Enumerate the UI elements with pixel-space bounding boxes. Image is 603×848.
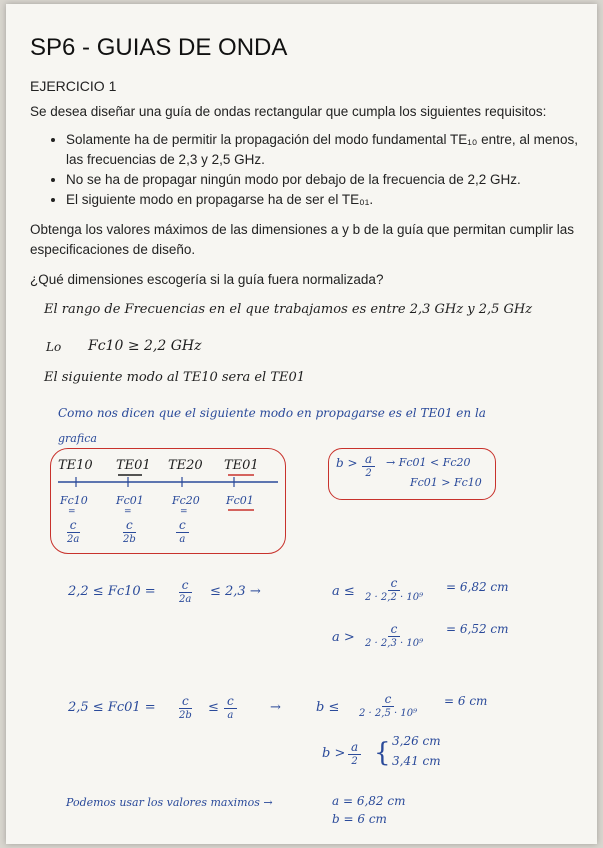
eq3-res-num: c [382,692,395,707]
final-b: b = 6 cm [332,812,387,826]
table-fc-4: Fc01 [226,494,254,507]
task-paragraph: Obtenga los valores máximos de las dimensiones a y b de la guía que permitan cumplir las especificaciones de diseño. [30,222,575,257]
eq3-left: 2,5 ≤ Fc01 = [68,700,156,715]
note-line-1: El rango de Frecuencias en el que trabajamos es entre 2,3 GHz y 2,5 GHz [44,302,533,317]
note-line-4b: grafica [58,432,97,445]
eq4-brace: { [374,738,391,768]
eq3-fnum2: c [224,694,237,709]
condition-den: 2 [365,468,372,479]
note-line-4a: Como nos dicen que el siguiente modo en propagarse es el TE01 en la [58,406,486,420]
question-paragraph: ¿Qué dimensiones escogería si la guía fuera normalizada? [30,272,384,287]
eq2-res-den: 2 · 2,3 · 10⁹ [365,638,424,649]
final-text: Podemos usar los valores maximos → [66,796,273,809]
table-fc-2: Fc01 [116,494,144,507]
table-den-2: 2b [123,534,136,545]
page-title: SP6 - GUIAS DE ONDA [30,34,288,61]
table-num-3: c [176,518,189,533]
table-den-3: a [179,534,186,545]
final-a: a = 6,82 cm [332,794,406,808]
eq1-fden: 2a [179,594,192,605]
table-frac-1 [64,518,82,547]
condition-r2: Fc01 > Fc10 [410,476,482,489]
table-mode-2: TE01 [116,458,151,473]
eq2-res-num: c [388,622,401,637]
eq4-lhs: b > [322,746,346,761]
table-fc-1: Fc10 [60,494,88,507]
table-num-1: c [67,518,80,533]
table-eq-2: = [124,507,132,517]
paper-sheet [6,4,597,844]
eq4-num: a [348,740,361,755]
note-line-2-prefix: Lo [46,340,62,354]
eq1-right: ≤ 2,3 → [210,584,261,599]
intro-paragraph: Se desea diseñar una guía de ondas rectangular que cumpla los siguientes requisitos: [30,104,547,119]
eq4-v2: 3,41 cm [392,754,441,768]
note-line-3: El siguiente modo al TE10 sera el TE01 [44,370,306,385]
condition-r1: → Fc01 < Fc20 [386,456,471,469]
condition-num: a [362,452,375,467]
eq3-fnum: c [179,694,192,709]
table-den-1: 2a [67,534,80,545]
eq1-res-num: c [388,576,401,591]
eq4-den: 2 [351,756,358,767]
table-eq-3: = [180,507,188,517]
eq3-mid: ≤ [208,700,219,715]
table-mode-3: TE20 [168,458,203,473]
eq3-res-den: 2 · 2,5 · 10⁹ [359,708,418,719]
list-item: • Solamente ha de permitir la propagación del modo fundamental TE₁₀ entre, al menos, las frecuencias de 2,3 y 2,5 GHz. [66,130,596,170]
table-axis [6,4,597,844]
note-line-2: Fc10 ≥ 2,2 GHz [88,338,202,354]
eq3-fden2: a [227,710,234,721]
eq2-res-val: = 6,52 cm [446,622,509,636]
condition-frac [362,452,375,481]
eq1-res-val: = 6,82 cm [446,580,509,594]
list-item: • No se ha de propagar ningún modo por debajo de la frecuencia de 2,2 GHz. [66,170,596,190]
table-mode-1: TE10 [58,458,93,473]
exercise-subtitle: EJERCICIO 1 [30,78,117,94]
eq1-frac [176,578,194,607]
eq2-res-lhs: a > [332,630,355,645]
eq1-res-lhs: a ≤ [332,584,355,599]
table-frac-3 [176,518,189,547]
condition-lhs: b > [336,456,358,470]
eq3-res-val: = 6 cm [444,694,488,708]
table-mode-4: TE01 [224,458,259,473]
eq1-fnum: c [179,578,192,593]
eq3-frac-1 [176,694,195,723]
eq3-frac-2 [224,694,237,723]
eq4-frac [348,740,361,769]
table-num-2: c [123,518,136,533]
eq4-v1: 3,26 cm [392,734,441,748]
table-eq-1: = [68,507,76,517]
list-item: • El siguiente modo en propagarse ha de ser el TE₀₁. [66,190,596,210]
eq3-arrow: → [270,700,281,715]
eq1-res-frac [362,576,426,605]
table-frac-2 [120,518,139,547]
eq3-fden: 2b [179,710,192,721]
eq1-left: 2,2 ≤ Fc10 = [68,584,156,599]
eq3-res-lhs: b ≤ [316,700,340,715]
eq1-res-den: 2 · 2,2 · 10⁹ [365,592,424,603]
eq2-res-frac [362,622,426,651]
eq3-res-frac [356,692,420,721]
table-fc-3: Fc20 [172,494,200,507]
